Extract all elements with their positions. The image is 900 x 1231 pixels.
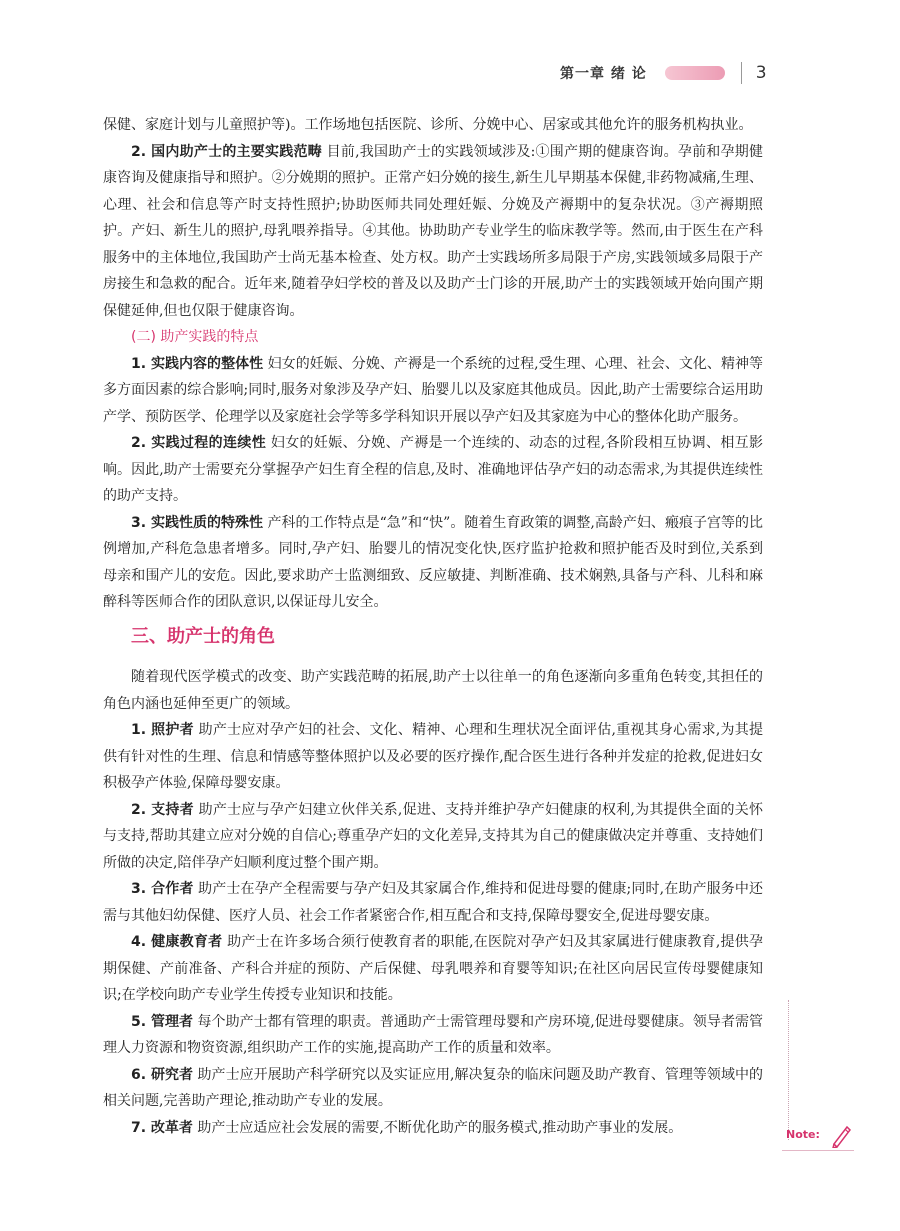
paragraph-lead: 6. 研究者 [131, 1066, 194, 1083]
pencil-icon [830, 1122, 852, 1152]
paragraph-text: 助产士应与孕产妇建立伙伴关系,促进、支持并维护孕产妇健康的权利,为其提供全面的关怀与支持,帮助其建立应对分娩的自信心;尊重孕产妇的文化差异,支持其为自己的健康做决定并尊重、支持她们所做的决定,陪伴孕产妇顺利度过整个围产期。 [103, 801, 764, 871]
section-heading: 三、助产士的角色 [131, 625, 275, 647]
paragraph-feature-1 [103, 351, 763, 431]
page-number: 3 [755, 63, 767, 83]
chapter-title: 第一章 绪 论 [560, 66, 647, 82]
paragraph-text: 助产士在许多场合须行使教育者的职能,在医院对孕产妇及其家属进行健康教育,提供孕期保健、产前准备、产科合并症的预防、产后保健、母乳喂养和育婴等知识;在社区向居民宣传母婴健康知识;在学校向助产专业学生传授专业知识和技能。 [103, 934, 764, 1003]
paragraph-practice-scope [103, 139, 763, 325]
paragraph-lead: 2. 国内助产士的主要实践范畴 [131, 143, 322, 160]
paragraph-role-7 [103, 1115, 763, 1142]
paragraph-lead: 4. 健康教育者 [131, 934, 223, 950]
page-header [560, 58, 880, 88]
paragraph-text: 助产士应开展助产科学研究以及实证应用,解决复杂的临床问题及助产教育、管理等领域中的相关问题,完善助产理论,推动助产专业的发展。 [103, 1066, 764, 1109]
paragraph-lead: 3. 合作者 [131, 881, 194, 897]
paragraph-role-2 [103, 797, 763, 877]
paragraph-text: 助产士在孕产全程需要与孕产妇及其家属合作,维持和促进母婴的健康;同时,在助产服务中还需与其他妇幼保健、医疗人员、社会工作者紧密合作,相互配合和支持,保障母婴安全,促进母婴安康。 [103, 881, 764, 924]
paragraph-role-6 [103, 1062, 763, 1115]
paragraph-lead: 1. 实践内容的整体性 [131, 355, 264, 372]
paragraph-text: 产科的工作特点是“急”和“快”。随着生育政策的调整,高龄产妇、瘢痕子宫等的比例增加,产科危急患者增多。同时,孕产妇、胎婴儿的情况变化快,医疗监护抢救和照护能否及时到位,关系到母亲和围产儿的安危。因此,要求助产士监测细致、反应敏捷、判断准确、技术娴熟,具备与产科、儿科和麻醉科等医师合作的团队意识,以保证母儿安全。 [103, 514, 764, 610]
header-divider [741, 62, 742, 84]
paragraph-text: 助产士应适应社会发展的需要,不断优化助产的服务模式,推动助产事业的发展。 [197, 1119, 683, 1136]
paragraph: 保健、家庭计划与儿童照护等)。工作场地包括医院、诊所、分娩中心、居家或其他允许的服务机构执业。 [103, 117, 753, 133]
paragraph-lead: 5. 管理者 [131, 1013, 194, 1030]
paragraph-role-3 [103, 876, 763, 929]
note-margin-line [788, 1000, 789, 1140]
paragraph-text: 妇女的妊娠、分娩、产褥是一个连续的、动态的过程,各阶段相互协调、相互影响。因此,助产士需要充分掌握孕产妇生育全程的信息,及时、准确地评估孕产妇的动态需求,为其提供连续性的助产支持。 [103, 435, 764, 504]
header-decoration-bar [665, 66, 725, 80]
paragraph-text: 目前,我国助产士的实践领域涉及:①围产期的健康咨询。孕前和孕期健康咨询及健康指导和照护。②分娩期的照护。正常产妇分娩的接生,新生儿早期基本保健,非药物减痛,生理、心理、社会和信息等产时支持性照护;协助医师共同处理妊娠、分娩及产褥期中的复杂状况。③产褥期照护。产妇、新生儿的照护,母乳喂养指导。④其他。协助助产专业学生的临床教学等。然而,由于医生在产科服务中的主体地位,我国助产士尚无基本检查、处方权。助产士实践场所多局限于产房,实践领域多局限于产房接生和急救的配合。近年来,随着孕妇学校的普及以及助产士门诊的开展,助产士的实践领域开始向围产期保健延伸,但也仅限于健康咨询。 [103, 143, 763, 319]
paragraph-lead: 1. 照护者 [131, 722, 194, 738]
paragraph-lead: 2. 支持者 [131, 801, 194, 818]
paragraph-text: 助产士应对孕产妇的社会、文化、精神、心理和生理状况全面评估,重视其身心需求,为其提供有针对性的生理、信息和情感等整体照护以及必要的医疗操作,配合医生进行各种并发症的抢救,促进妇女积极孕产体验,保障母婴安康。 [103, 722, 764, 791]
paragraph-role-4 [103, 929, 763, 1009]
paragraph-feature-2 [103, 430, 763, 510]
paragraph-text: 妇女的妊娠、分娩、产褥是一个系统的过程,受生理、心理、社会、文化、精神等多方面因素的综合影响;同时,服务对象涉及孕产妇、胎婴儿以及家庭其他成员。因此,助产士需要综合运用助产学、预防医学、伦理学以及家庭社会学等多学科知识开展以孕产妇及其家庭为中心的整体化助产服务。 [103, 355, 764, 425]
note-label: Note: [786, 1128, 820, 1141]
paragraph-lead: 2. 实践过程的连续性 [131, 435, 267, 451]
body-text [103, 112, 763, 1141]
paragraph-role-1 [103, 717, 763, 797]
paragraph-intro: 随着现代医学模式的改变、助产实践范畴的拓展,助产士以往单一的角色逐渐向多重角色转变,其担任的角色内涵也延伸至更广的领域。 [103, 669, 763, 712]
note-area [782, 1122, 854, 1151]
subsection-heading: (二) 助产实践的特点 [131, 329, 259, 345]
paragraph-feature-3 [103, 510, 763, 616]
paragraph-lead: 7. 改革者 [131, 1119, 193, 1136]
paragraph-role-5 [103, 1009, 763, 1062]
paragraph-lead: 3. 实践性质的特殊性 [131, 514, 264, 531]
paragraph-text: 每个助产士都有管理的职责。普通助产士需管理母婴和产房环境,促进母婴健康。领导者需管理人力资源和物资资源,组织助产工作的实施,提高助产工作的质量和效率。 [103, 1013, 764, 1056]
